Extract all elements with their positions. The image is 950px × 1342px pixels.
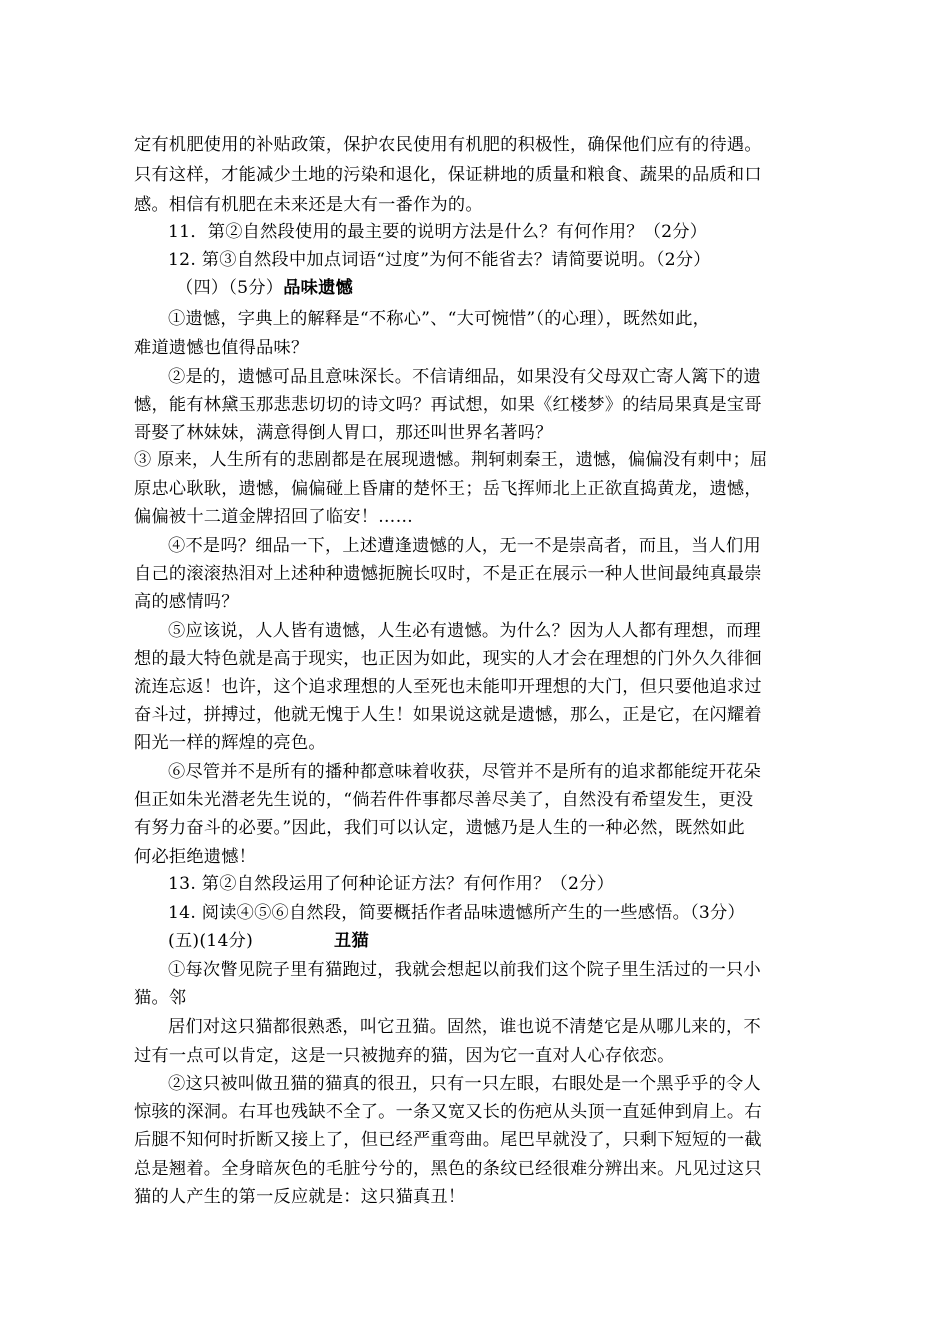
text-line: ②是的，遗憾可品且意味深长。不信请细品，如果没有父母双亡寄人篱下的遗 [168, 367, 761, 387]
text-line: 高的感情吗？ [134, 592, 239, 612]
text-line: 总是翘着。全身暗灰色的毛脏兮兮的，黑色的条纹已经很难分辨出来。凡见过这只 [134, 1159, 762, 1179]
text-line: 感。相信有机肥在未来还是大有一番作为的。 [134, 195, 483, 215]
text-line: ①每次瞥见院子里有猫跑过，我就会想起以前我们这个院子里生活过的一只小 [168, 960, 761, 980]
text-line: 原忠心耿耿，遗憾，偏偏碰上昏庸的楚怀王；岳飞挥师北上正欲直捣黄龙，遗憾， [134, 479, 762, 499]
question-12: 12. 第③自然段中加点词语“过度”为何不能省去？请简要说明。（2分） [168, 250, 711, 270]
text-line: 何必拒绝遗憾！ [134, 847, 257, 867]
text-line: ④不是吗？细品一下，上述遭逢遗憾的人，无一不是崇高者，而且，当人们用 [168, 536, 761, 556]
question-14: 14. 阅读④⑤⑥自然段，简要概括作者品味遗憾所产生的一些感悟。（3分） [168, 903, 745, 923]
text-line: ③ 原来，人生所有的悲剧都是在展现遗憾。荆轲刺秦王，遗憾，偏偏没有刺中；屈 [134, 450, 768, 470]
text-line: 奋斗过，拼搏过，他就无愧于人生！如果说这就是遗憾，那么，正是它，在闪耀着 [134, 705, 762, 725]
text-line: 有努力奋斗的必要。”因此，我们可以认定，遗憾乃是人生的一种必然，既然如此 [134, 818, 745, 838]
section-four-heading [176, 280, 353, 297]
text-line: 憾，能有林黛玉那悲悲切切的诗文吗？再试想，如果《红楼梦》的结局果真是宝哥 [134, 395, 762, 415]
text-line: 定有机肥使用的补贴政策，保护农民使用有机肥的积极性，确保他们应有的待遇。 [134, 135, 762, 155]
text-line: 后腿不知何时折断又接上了，但已经严重弯曲。尾巴早就没了，只剩下短短的一截 [134, 1130, 762, 1150]
text-line: 但正如朱光潜老先生说的，“倘若件件事都尽善尽美了，自然没有希望发生，更没 [134, 790, 754, 810]
text-line: 居们对这只猫都很熟悉，叫它丑猫。固然，谁也说不清楚它是从哪儿来的，不 [168, 1017, 761, 1037]
text-line: 只有这样，才能减少土地的污染和退化，保证耕地的质量和粮食、蔬果的品质和口 [134, 165, 762, 185]
section-five-label: (五)(14分) [168, 931, 254, 951]
text-line: 想的最大特色就是高于现实，也正因为如此，现实的人才会在理想的门外久久徘徊 [134, 649, 762, 669]
text-line: 流连忘返！也许，这个追求理想的人至死也未能叩开理想的大门，但只要他追求过 [134, 677, 762, 697]
section-four-label: （四）（5分） [176, 278, 284, 298]
text-line: ①遗憾，字典上的解释是“不称心”、“大可惋惜”（的心理），既然如此， [168, 309, 711, 329]
section-five-title: 丑猫 [334, 931, 369, 951]
text-line: 难道遗憾也值得品味？ [134, 338, 309, 358]
text-line: 偏偏被十二道金牌招回了临安！…… [134, 507, 414, 527]
text-line: 自己的滚滚热泪对上述种种遗憾扼腕长叹时，不是正在展示一种人世间最纯真最崇 [134, 564, 762, 584]
text-line: 哥娶了林妹妹，满意得倒人胃口，那还叫世界名著吗？ [134, 423, 553, 443]
text-line: ⑥尽管并不是所有的播种都意味着收获，尽管并不是所有的追求都能绽开花朵 [168, 762, 761, 782]
text-line: 过有一点可以肯定，这是一只被抛弃的猫，因为它一直对人心存依恋。 [134, 1046, 675, 1066]
text-line: 猫的人产生的第一反应就是：这只猫真丑！ [134, 1187, 466, 1207]
question-13: 13. 第②自然段运用了何种论证方法？有何作用？（2分） [168, 874, 615, 894]
text-line: 惊骇的深洞。右耳也残缺不全了。一条又宽又长的伤疤从头顶一直延伸到肩上。右 [134, 1102, 762, 1122]
text-line: ②这只被叫做丑猫的猫真的很丑，只有一只左眼，右眼处是一个黑乎乎的令人 [168, 1074, 761, 1094]
text-line: ⑤应该说，人人皆有遗憾，人生必有遗憾。为什么？因为人人都有理想，而理 [168, 621, 761, 641]
section-four-title: 品味遗憾 [283, 278, 353, 298]
question-11: 11．第②自然段使用的最主要的说明方法是什么？有何作用？（2分） [168, 222, 708, 242]
text-line: 猫。邻 [134, 988, 187, 1008]
text-line: 阳光一样的辉煌的亮色。 [134, 733, 326, 753]
